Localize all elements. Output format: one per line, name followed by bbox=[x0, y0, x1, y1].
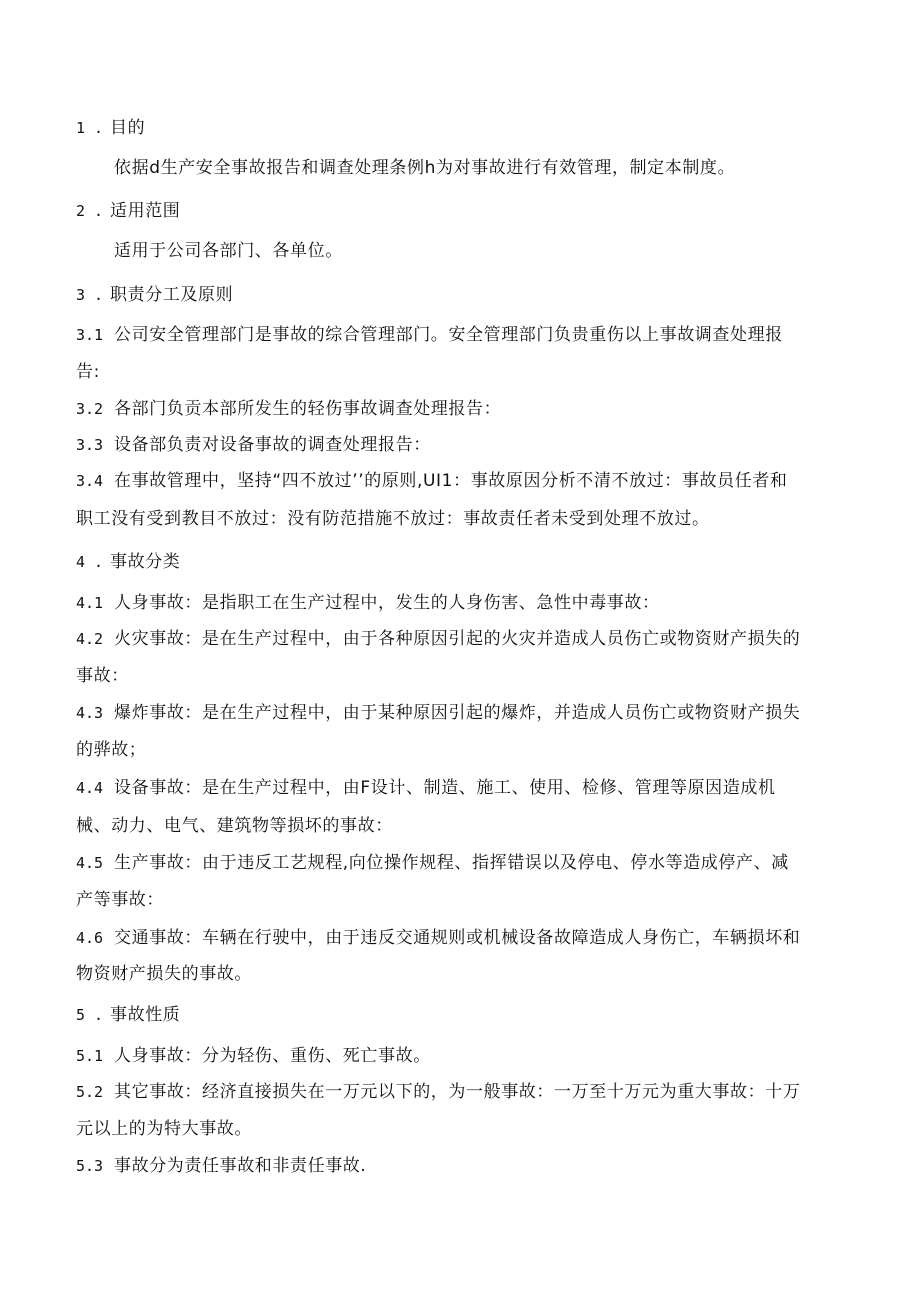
item-4-6-continuation: 物资财产损失的事故。 bbox=[76, 964, 252, 984]
section-number: 2 . bbox=[76, 202, 104, 220]
item-text: 交通事故：车辆在行驶中，由于违反交通规则或机械设备故障造成人身伤亡，车辆损坏和 bbox=[114, 928, 801, 948]
item-5-1 bbox=[0, 1045, 431, 1067]
item-3-3 bbox=[0, 434, 431, 456]
item-number: 3.2 bbox=[76, 400, 104, 418]
section-number: 5 . bbox=[76, 1006, 104, 1024]
item-text: 其它事故：经济直接损失在一万元以下的，为一般事故：一万至十万元为重大事故：十万 bbox=[114, 1082, 801, 1102]
item-number: 3.1 bbox=[76, 326, 104, 344]
section-title: 事故性质 bbox=[110, 1005, 181, 1025]
item-4-1 bbox=[0, 592, 660, 614]
section-title: 目的 bbox=[110, 118, 146, 138]
item-3-2 bbox=[0, 398, 501, 420]
item-number: 4.5 bbox=[76, 854, 104, 872]
item-number: 4.4 bbox=[76, 779, 104, 797]
item-3-1 bbox=[0, 324, 783, 346]
section-number: 4 . bbox=[76, 553, 104, 571]
item-text: 公司安全管理部门是事故的综合管理部门。安全管理部门负贵重伤以上事故调查处理报 bbox=[114, 325, 783, 345]
item-number: 4.6 bbox=[76, 929, 104, 947]
item-text: 火灾事故：是在生产过程中，由于各种原因引起的火灾并造成人员伤亡或物资财产损失的 bbox=[114, 629, 801, 649]
item-text: 人身事故：是指职工在生产过程中，发生的人身伤害、急性中毒事故： bbox=[114, 593, 660, 613]
section-title: 职责分工及原则 bbox=[110, 285, 234, 305]
item-5-2 bbox=[0, 1081, 800, 1103]
item-number: 5.3 bbox=[76, 1157, 104, 1175]
item-5-2-continuation: 元以上的为特大事故。 bbox=[76, 1119, 252, 1139]
item-3-4 bbox=[0, 470, 788, 492]
item-4-5 bbox=[0, 852, 789, 874]
item-4-4-continuation: 械、动力、电气、建筑物等损坏的事故： bbox=[76, 816, 393, 836]
section-number: 1 . bbox=[76, 119, 104, 137]
item-text: 事故分为责任事故和非责任事故. bbox=[114, 1156, 367, 1176]
item-3-1-continuation: 告: bbox=[76, 362, 100, 382]
item-4-3-continuation: 的骅故； bbox=[76, 740, 147, 760]
section-3-heading bbox=[0, 284, 233, 306]
item-number: 3.4 bbox=[76, 472, 104, 490]
item-text: 爆炸事故：是在生产过程中，由于某种原因引起的爆炸，并造成人员伤亡或物资财产损失 bbox=[114, 703, 801, 723]
item-text: 设备事故：是在生产过程中，由F设计、制造、施工、使用、检修、管理等原因造成机 bbox=[114, 778, 776, 798]
item-4-2-continuation: 事故： bbox=[76, 666, 129, 686]
section-5-heading bbox=[0, 1004, 180, 1026]
item-3-4-continuation: 职工没有受到教目不放过：没有防范措施不放过：事故责任者未受到处理不放过。 bbox=[76, 509, 710, 529]
item-text: 生产事故：由于违反工艺规程,向位操作规程、指挥错误以及停电、停水等造成停产、减 bbox=[114, 853, 789, 873]
item-number: 4.2 bbox=[76, 630, 104, 648]
item-5-3 bbox=[0, 1155, 366, 1177]
item-4-5-continuation: 产等事故： bbox=[76, 890, 164, 910]
item-text: 在事故管理中，坚持“四不放过’’的原则,UI1：事故原因分析不清不放过：事故员任者和 bbox=[114, 471, 788, 491]
section-title: 事故分类 bbox=[110, 552, 181, 572]
item-number: 3.3 bbox=[76, 436, 104, 454]
section-1-body: 依据d生产安全事故报告和调查处理条例h为对事故进行有效管理，制定本制度。 bbox=[114, 158, 736, 178]
item-text: 各部门负贡本部所发生的轻伤事故调查处理报告： bbox=[114, 399, 502, 419]
item-4-4 bbox=[0, 777, 776, 799]
item-number: 4.3 bbox=[76, 704, 104, 722]
item-text: 人身事故：分为轻伤、重伤、死亡事故。 bbox=[114, 1046, 431, 1066]
item-4-3 bbox=[0, 702, 800, 724]
section-title: 适用范围 bbox=[110, 201, 181, 221]
item-4-6 bbox=[0, 927, 800, 949]
section-4-heading bbox=[0, 551, 180, 573]
section-2-heading bbox=[0, 200, 180, 222]
section-number: 3 . bbox=[76, 286, 104, 304]
item-text: 设备部负责对设备事故的调查处理报告： bbox=[114, 435, 431, 455]
item-4-2 bbox=[0, 628, 800, 650]
item-number: 5.1 bbox=[76, 1047, 104, 1065]
section-1-heading bbox=[0, 117, 145, 139]
section-2-body: 适用于公司各部门、各单位。 bbox=[114, 241, 343, 261]
item-number: 4.1 bbox=[76, 594, 104, 612]
item-number: 5.2 bbox=[76, 1083, 104, 1101]
